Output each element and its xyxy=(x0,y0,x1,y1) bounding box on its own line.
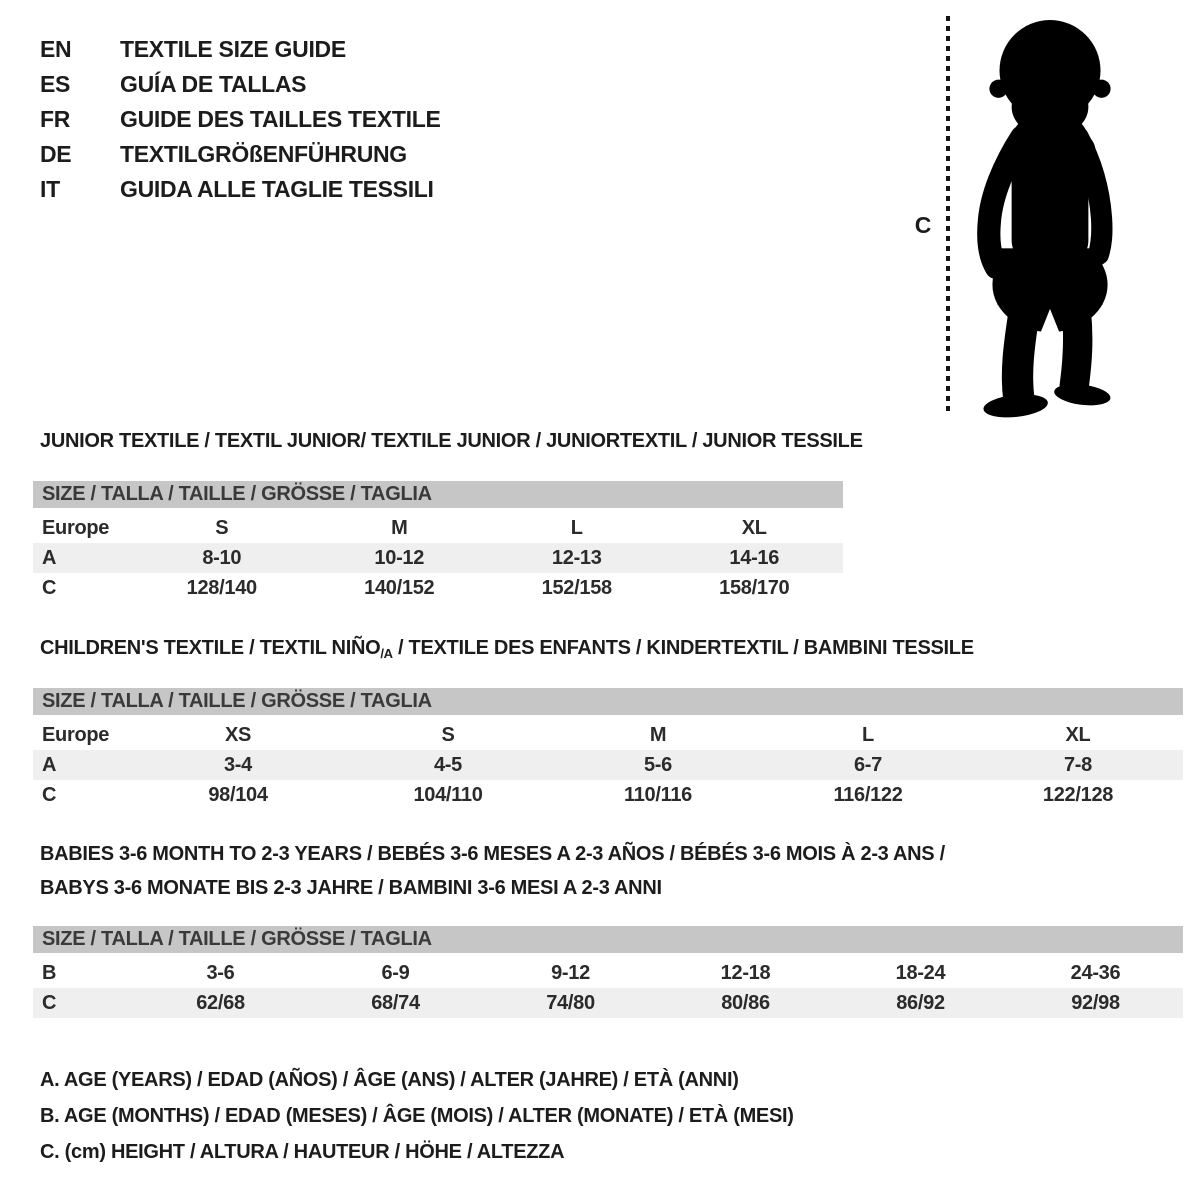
cell-value: 158/170 xyxy=(719,577,790,599)
footer-note: C. (cm) HEIGHT / ALTURA / HAUTEUR / HÖHE / ALTEZZA xyxy=(40,1141,565,1163)
cell-value: 24-36 xyxy=(1070,962,1121,984)
language-row xyxy=(40,102,441,137)
col-header: XL xyxy=(741,517,767,539)
col-header: L xyxy=(570,517,583,539)
lang-code: FR xyxy=(40,106,71,132)
lang-title: GUIDE DES TAILLES TEXTILE xyxy=(120,106,441,132)
language-row xyxy=(40,172,441,207)
row-label: C xyxy=(42,992,57,1014)
col-header: M xyxy=(649,724,667,746)
col-header: S xyxy=(441,724,455,746)
table-row xyxy=(33,573,843,603)
lang-code: EN xyxy=(40,36,72,62)
table-header-row xyxy=(33,720,1183,750)
heading-subscript: /A xyxy=(380,646,393,661)
cell-value: 92/98 xyxy=(1071,992,1120,1014)
col-header: XS xyxy=(224,724,252,746)
cell-value: 86/92 xyxy=(896,992,945,1014)
cell-value: 104/110 xyxy=(413,784,483,806)
cell-value: 12-13 xyxy=(551,547,602,569)
language-row xyxy=(40,137,441,172)
cell-value: 3-4 xyxy=(223,754,252,776)
col-header: S xyxy=(215,517,229,539)
cell-value: 5-6 xyxy=(643,754,672,776)
footer-note: B. AGE (MONTHS) / EDAD (MESES) / ÂGE (MOIS) / ALTER (MONATE) / ETÀ (MESI) xyxy=(40,1105,794,1127)
table-row xyxy=(33,543,843,573)
legend-notes xyxy=(40,1062,794,1170)
junior-section-heading: JUNIOR TEXTILE / TEXTIL JUNIOR/ TEXTILE JUNIOR / JUNIORTEXTIL / JUNIOR TESSILE xyxy=(40,430,863,452)
cell-value: 80/86 xyxy=(721,992,770,1014)
cell-value: 12-18 xyxy=(720,962,771,984)
heading-text: / TEXTILE DES ENFANTS / KINDERTEXTIL / BAMBINI TESSILE xyxy=(392,637,974,659)
size-bar: SIZE / TALLA / TAILLE / GRÖSSE / TAGLIA xyxy=(33,926,1183,953)
row-label: C xyxy=(42,577,57,599)
lang-title: TEXTILGRÖßENFÜHRUNG xyxy=(120,141,407,167)
cell-value: 152/158 xyxy=(541,577,612,599)
col-header: M xyxy=(391,517,408,539)
height-dashed-line xyxy=(946,16,950,416)
table-row xyxy=(33,750,1183,780)
cell-value: 9-12 xyxy=(551,962,590,984)
cell-value: 14-16 xyxy=(729,547,780,569)
babies-size-table xyxy=(33,926,1183,1018)
cell-value: 68/74 xyxy=(371,992,420,1014)
row-label: A xyxy=(42,754,57,776)
lang-code: IT xyxy=(40,176,60,202)
lang-title: GUÍA DE TALLAS xyxy=(120,71,307,97)
col-header: XL xyxy=(1065,724,1091,746)
cell-value: 3-6 xyxy=(206,962,235,984)
lang-title: GUIDA ALLE TAGLIE TESSILI xyxy=(120,176,434,202)
table-row xyxy=(33,780,1183,810)
table-row xyxy=(33,988,1183,1018)
height-label-c: C xyxy=(914,212,932,238)
lang-code: ES xyxy=(40,71,71,97)
lang-title: TEXTILE SIZE GUIDE xyxy=(120,36,346,62)
size-bar: SIZE / TALLA / TAILLE / GRÖSSE / TAGLIA xyxy=(33,688,1183,715)
cell-value: 122/128 xyxy=(1042,784,1114,806)
row-label: B xyxy=(42,962,57,984)
region-header: Europe xyxy=(42,517,110,539)
region-header: Europe xyxy=(42,724,110,746)
heading-text: CHILDREN'S TEXTILE / TEXTIL NIÑO xyxy=(40,637,381,659)
cell-value: 62/68 xyxy=(196,992,245,1014)
junior-size-table xyxy=(33,481,843,603)
cell-value: 74/80 xyxy=(546,992,595,1014)
babies-section-heading-line2: BABYS 3-6 MONATE BIS 2-3 JAHRE / BAMBINI 3-6 MESI A 2-3 ANNI xyxy=(40,877,662,899)
lang-code: DE xyxy=(40,141,72,167)
babies-section-heading-line1: BABIES 3-6 MONTH TO 2-3 YEARS / BEBÉS 3-6 MESES A 2-3 AÑOS / BÉBÉS 3-6 MOIS À 2-3 ANS / xyxy=(40,843,945,865)
table-header-row xyxy=(33,513,843,543)
language-list xyxy=(40,32,441,207)
language-row xyxy=(40,67,441,102)
size-bar: SIZE / TALLA / TAILLE / GRÖSSE / TAGLIA xyxy=(33,481,843,508)
cell-value: 140/152 xyxy=(364,577,435,599)
cell-value: 6-7 xyxy=(853,754,882,776)
cell-value: 10-12 xyxy=(374,547,425,569)
cell-value: 116/122 xyxy=(833,784,903,806)
row-label: C xyxy=(42,784,57,806)
cell-value: 6-9 xyxy=(381,962,410,984)
cell-value: 8-10 xyxy=(202,547,242,569)
baby-silhouette-icon xyxy=(963,14,1135,418)
table-row xyxy=(33,958,1183,988)
cell-value: 18-24 xyxy=(895,962,946,984)
row-label: A xyxy=(42,547,57,569)
col-header: L xyxy=(862,724,874,746)
cell-value: 98/104 xyxy=(208,784,268,806)
cell-value: 128/140 xyxy=(186,577,257,599)
cell-value: 4-5 xyxy=(433,754,462,776)
footer-note: A. AGE (YEARS) / EDAD (AÑOS) / ÂGE (ANS) / ALTER (JAHRE) / ETÀ (ANNI) xyxy=(40,1069,739,1091)
children-size-table xyxy=(33,688,1183,810)
language-row xyxy=(40,32,441,67)
cell-value: 7-8 xyxy=(1063,754,1092,776)
children-section-heading xyxy=(40,637,974,661)
cell-value: 110/116 xyxy=(624,784,692,806)
